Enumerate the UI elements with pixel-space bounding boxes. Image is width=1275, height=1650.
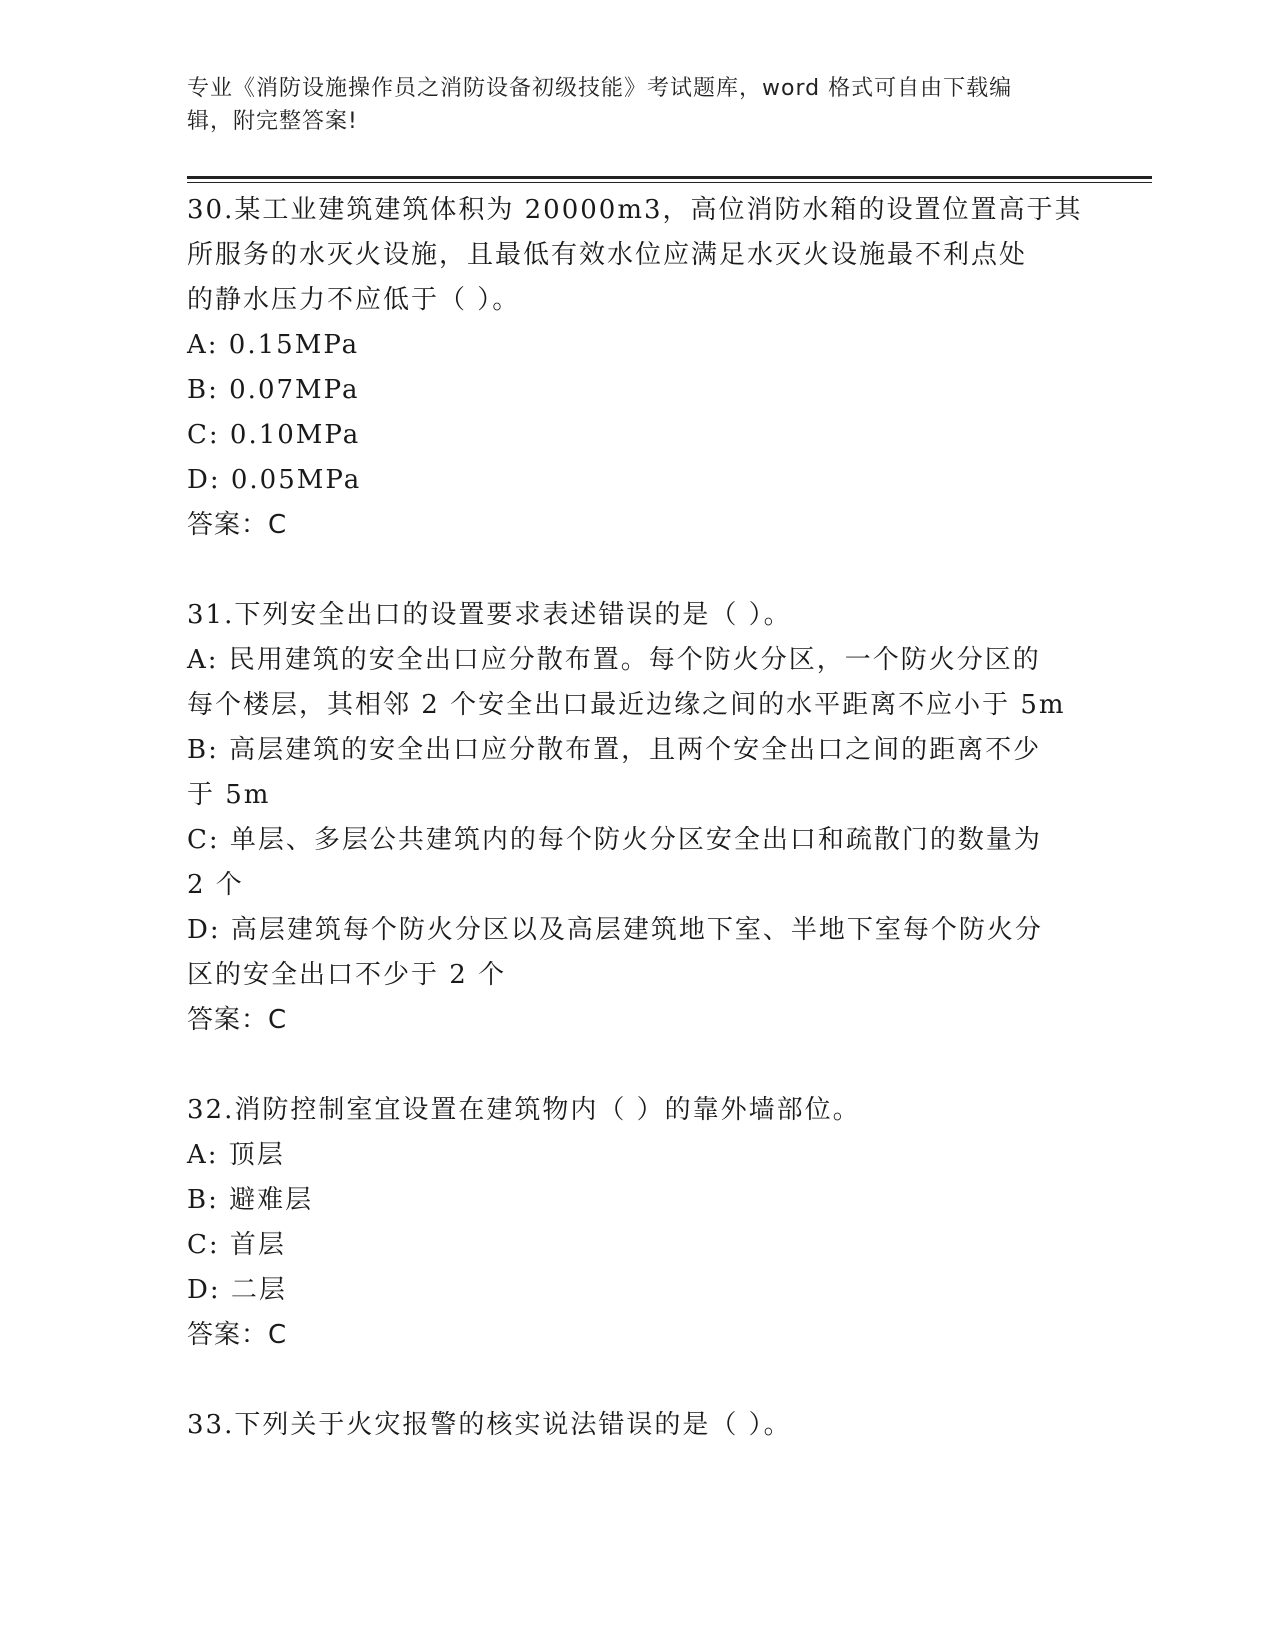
question-31 [187,593,1077,1043]
question-spacer [187,1358,1077,1403]
header-line-2: 辑，附完整答案! [187,109,358,134]
answer-line: 答案：C [187,1005,288,1035]
question-stem-line: 32.消防控制室宜设置在建筑物内（ ）的靠外墙部位。 [187,1095,861,1125]
option-c-line-1: C: 单层、多层公共建筑内的每个防火分区安全出口和疏散门的数量为 [187,825,1042,855]
answer-line: 答案：C [187,510,288,540]
option-c: C: 首层 [187,1230,286,1260]
option-d: D: 二层 [187,1275,287,1305]
question-stem-line: 30.某工业建筑建筑体积为 20000m3，高位消防水箱的设置位置高于其 [187,195,1083,225]
question-33 [187,1403,1077,1448]
question-32 [187,1088,1077,1358]
option-a-line-2: 每个楼层，其相邻 2 个安全出口最近边缘之间的水平距离不应小于 5m [187,690,1066,720]
header-line-1: 专业《消防设施操作员之消防设备初级技能》考试题库，word 格式可自由下载编 [187,76,1013,101]
option-b: B: 0.07MPa [187,375,360,405]
question-stem-line: 31.下列安全出口的设置要求表述错误的是（ ）。 [187,600,792,630]
document-header [187,72,1067,138]
option-d-line-1: D: 高层建筑每个防火分区以及高层建筑地下室、半地下室每个防火分 [187,915,1043,945]
question-stem-line: 33.下列关于火灾报警的核实说法错误的是（ ）。 [187,1410,792,1440]
question-30 [187,188,1083,548]
header-divider-thick [187,176,1152,179]
option-d: D: 0.05MPa [187,465,362,495]
question-spacer [187,548,1077,593]
option-c: C: 0.10MPa [187,420,361,450]
question-stem-line: 的静水压力不应低于（ ）。 [187,285,521,315]
question-list [187,188,1083,1448]
option-a: A: 顶层 [187,1140,285,1170]
option-d-line-2: 区的安全出口不少于 2 个 [187,960,507,990]
option-a-line-1: A: 民用建筑的安全出口应分散布置。每个防火分区，一个防火分区的 [187,645,1041,675]
option-b-line-1: B: 高层建筑的安全出口应分散布置，且两个安全出口之间的距离不少 [187,735,1042,765]
answer-line: 答案：C [187,1320,288,1350]
question-spacer [187,1043,1077,1088]
question-stem-line: 所服务的水灭火设施，且最低有效水位应满足水灭火设施最不利点处 [187,240,1028,270]
option-a: A: 0.15MPa [187,330,360,360]
header-divider-thin [187,182,1152,183]
option-b-line-2: 于 5m [187,780,271,810]
option-b: B: 避难层 [187,1185,314,1215]
option-c-line-2: 2 个 [187,870,244,900]
